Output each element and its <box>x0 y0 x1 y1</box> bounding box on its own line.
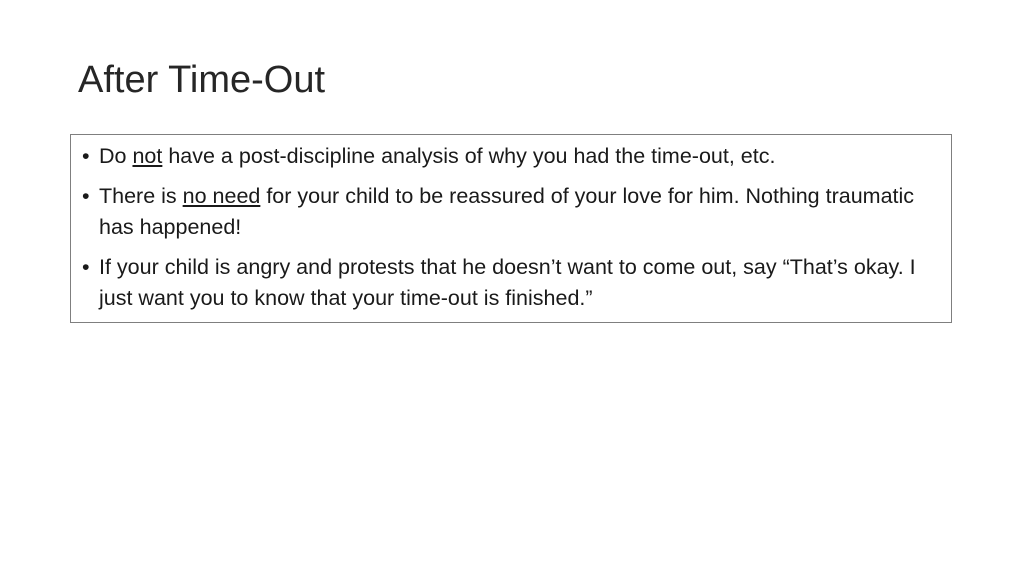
bullet-item-2 <box>79 181 937 243</box>
content-box <box>70 134 952 323</box>
bullet-2-text-after: for your child to be reassured of your love for him. Nothing traumatic has happened! <box>99 184 915 239</box>
bullet-dot-icon: • <box>82 184 90 208</box>
bullet-list <box>79 141 937 314</box>
bullet-item-1 <box>79 141 937 172</box>
bullet-1-underlined-text: not <box>132 144 163 168</box>
bullet-1-text-after: have a post-discipline analysis of why you had the time-out, etc. <box>162 144 776 168</box>
bullet-dot-icon: • <box>82 144 90 168</box>
bullet-3-text: If your child is angry and protests that he doesn’t want to come out, say “That’s okay. I just want you to know that your time-out is finished.” <box>99 255 916 310</box>
bullet-2-underlined-text: no need <box>182 184 261 208</box>
bullet-item-3 <box>79 252 937 314</box>
bullet-2-text-before: There is <box>99 184 183 208</box>
bullet-1-text-before: Do <box>99 144 133 168</box>
bullet-dot-icon: • <box>82 255 90 279</box>
slide-title: After Time-Out <box>78 59 326 101</box>
